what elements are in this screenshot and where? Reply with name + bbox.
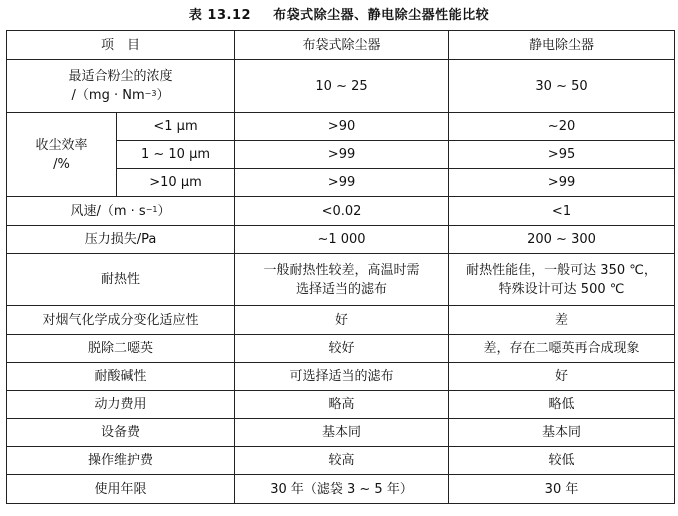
cell-bag: 10 ~ 25	[235, 60, 449, 113]
row-label-equipment: 设备费	[7, 419, 235, 447]
table-row	[7, 391, 675, 419]
cell-bag: >99	[235, 169, 449, 197]
row-label-line: 收尘效率	[35, 137, 88, 153]
row-label-part: /（mg · Nm	[71, 88, 145, 103]
row-label-maintenance: 操作维护费	[7, 447, 235, 475]
row-label-line	[11, 86, 230, 105]
cell-bag: 可选择适当的滤布	[235, 363, 449, 391]
row-label-life: 使用年限	[7, 475, 235, 504]
header-item: 项 目	[7, 31, 235, 60]
row-label-velocity	[7, 197, 235, 226]
cell-esp: 好	[449, 363, 675, 391]
cell-size: >10 μm	[117, 169, 235, 197]
table-row	[7, 335, 675, 363]
cell-esp: 差	[449, 306, 675, 335]
row-label-part: ）	[156, 88, 170, 103]
cell-bag: 好	[235, 306, 449, 335]
cell-line: 耐热性能佳，一般可达 350 ℃，	[466, 262, 657, 278]
cell-bag: >90	[235, 113, 449, 141]
cell-esp: >99	[449, 169, 675, 197]
comparison-table	[6, 30, 675, 504]
cell-esp: 差，存在二噁英再合成现象	[449, 335, 675, 363]
row-label-adaptability: 对烟气化学成分变化适应性	[7, 306, 235, 335]
cell-line: 特殊设计可达 500 ℃	[498, 281, 625, 297]
table-row	[7, 254, 675, 306]
cell-bag: 基本同	[235, 419, 449, 447]
row-label-concentration	[7, 60, 235, 113]
row-label-dioxin: 脱除二噁英	[7, 335, 235, 363]
row-label-heat: 耐热性	[7, 254, 235, 306]
cell-esp: 200 ~ 300	[449, 226, 675, 254]
table-row	[7, 447, 675, 475]
row-label-line: /%	[53, 156, 70, 172]
table-row	[7, 306, 675, 335]
table-row	[7, 475, 675, 504]
cell-line: 选择适当的滤布	[296, 281, 388, 297]
cell-esp: 基本同	[449, 419, 675, 447]
table-row	[7, 363, 675, 391]
row-label-part: ）	[157, 203, 171, 219]
header-row	[7, 31, 675, 60]
row-label-pressure: 压力损失/Pa	[7, 226, 235, 254]
superscript: −1	[145, 204, 158, 214]
table-number: 表 13.12	[188, 8, 252, 23]
table-row	[7, 113, 675, 141]
table-row	[7, 60, 675, 113]
cell-bag: >99	[235, 141, 449, 169]
cell-bag: ~1 000	[235, 226, 449, 254]
table-row	[7, 197, 675, 226]
cell-bag: 略高	[235, 391, 449, 419]
row-label-acid: 耐酸碱性	[7, 363, 235, 391]
cell-esp: 30 ~ 50	[449, 60, 675, 113]
row-label-part: 风速/（m · s	[70, 203, 146, 219]
row-label-power: 动力费用	[7, 391, 235, 419]
cell-bag: <0.02	[235, 197, 449, 226]
cell-bag: 较好	[235, 335, 449, 363]
cell-bag: 30 年（滤袋 3 ~ 5 年）	[235, 475, 449, 504]
cell-esp	[449, 254, 675, 306]
cell-esp: >95	[449, 141, 675, 169]
header-bag-filter: 布袋式除尘器	[235, 31, 449, 60]
table-title: 布袋式除尘器、静电除尘器性能比较	[273, 8, 490, 23]
header-electrostatic: 静电除尘器	[449, 31, 675, 60]
cell-size: <1 μm	[117, 113, 235, 141]
table-row	[7, 419, 675, 447]
cell-esp: 略低	[449, 391, 675, 419]
cell-line: 一般耐热性较差，高温时需	[263, 262, 420, 278]
cell-esp: <1	[449, 197, 675, 226]
cell-esp: ~20	[449, 113, 675, 141]
cell-size: 1 ~ 10 μm	[117, 141, 235, 169]
table-caption	[0, 4, 678, 23]
cell-esp: 30 年	[449, 475, 675, 504]
superscript: −3	[144, 89, 157, 98]
cell-bag: 较高	[235, 447, 449, 475]
row-label-efficiency	[7, 113, 117, 197]
row-label-line: 最适合粉尘的浓度	[68, 69, 173, 84]
cell-bag	[235, 254, 449, 306]
table-row	[7, 226, 675, 254]
cell-esp: 较低	[449, 447, 675, 475]
